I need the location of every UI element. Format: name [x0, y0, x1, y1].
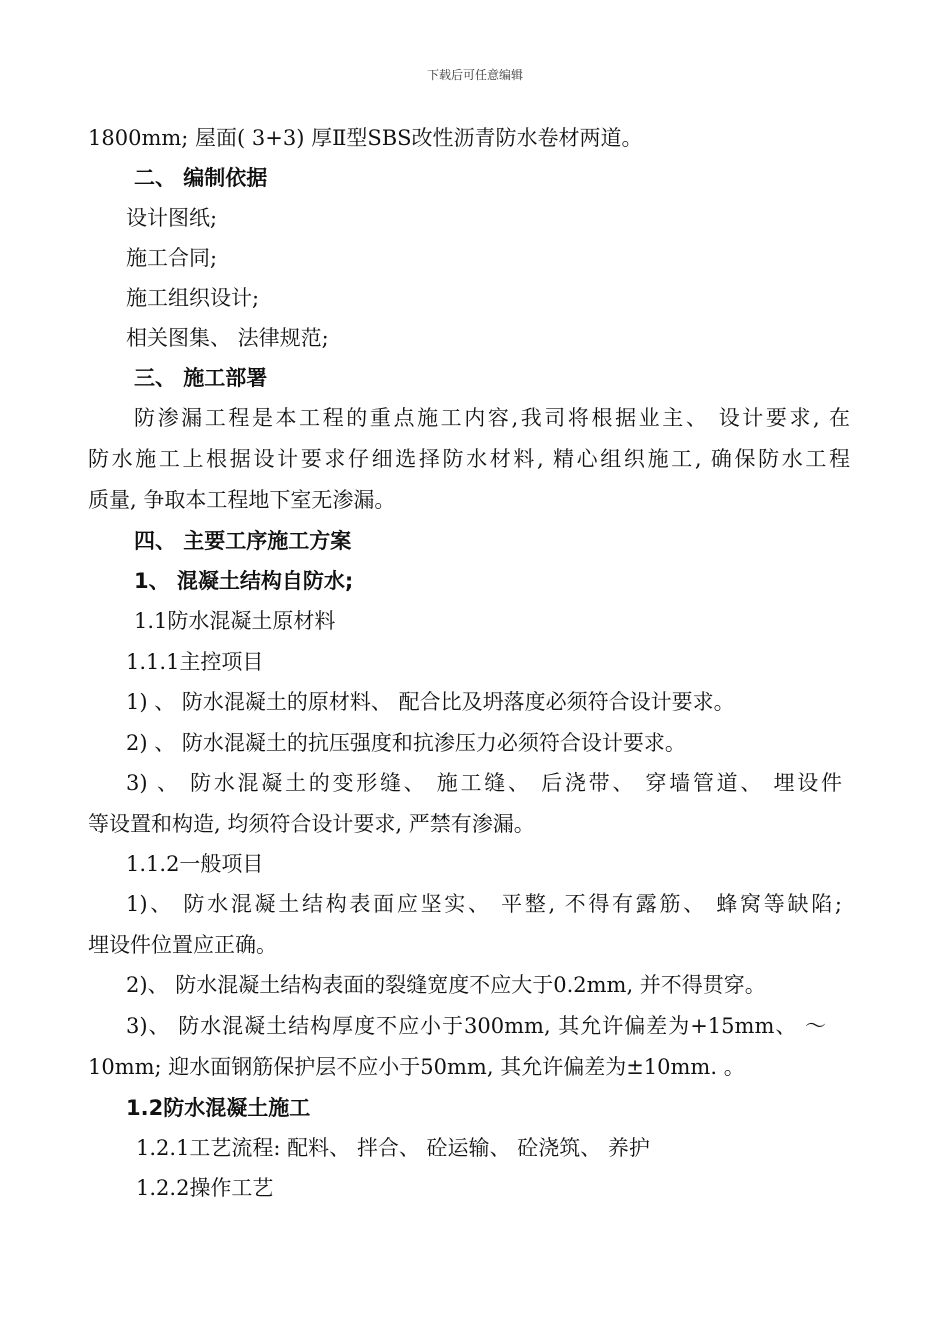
section-heading-plan: 四、 主要工序施工方案	[134, 529, 352, 553]
list-item: 3) 、 防水混凝土的变形缝、 施工缝、 后浇带、 穿墙管道、 埋设件	[126, 771, 842, 795]
paragraph-line: 10mm; 迎水面钢筋保护层不应小于50mm, 其允许偏差为±10mm. 。	[88, 1055, 745, 1079]
paragraph-line: 防水施工上根据设计要求仔细选择防水材料, 精心组织施工, 确保防水工程	[88, 447, 850, 471]
paragraph-line: 埋设件位置应正确。	[88, 933, 277, 957]
subsection-heading: 1.2防水混凝土施工	[126, 1096, 311, 1120]
subsection-heading: 1、 混凝土结构自防水;	[134, 569, 354, 593]
subsection-title: 1.1.2一般项目	[126, 852, 264, 876]
list-item: 施工组织设计;	[126, 286, 260, 310]
page-header: 下载后可任意编辑	[426, 68, 523, 82]
paragraph-line: 质量, 争取本工程地下室无渗漏。	[88, 488, 396, 512]
section-heading-deployment: 三、 施工部署	[134, 366, 268, 390]
list-item: 1) 、 防水混凝土的原材料、 配合比及坍落度必须符合设计要求。	[126, 690, 735, 714]
paragraph-line: 等设置和构造, 均须符合设计要求, 严禁有渗漏。	[88, 812, 535, 836]
list-item: 2) 、 防水混凝土的抗压强度和抗渗压力必须符合设计要求。	[126, 731, 686, 755]
list-item: 2)、 防水混凝土结构表面的裂缝宽度不应大于0.2mm, 并不得贯穿。	[126, 973, 766, 997]
paragraph-line: 1800mm; 屋面( 3+3) 厚Ⅱ型SBS改性沥青防水卷材两道。	[88, 126, 643, 150]
subsection-title: 1.1防水混凝土原材料	[134, 609, 336, 633]
paragraph-line: 防渗漏工程是本工程的重点施工内容,我司将根据业主、 设计要求, 在	[134, 406, 850, 430]
list-item: 设计图纸;	[126, 206, 218, 230]
list-item: 1)、 防水混凝土结构表面应坚实、 平整, 不得有露筋、 蜂窝等缺陷;	[126, 892, 842, 916]
subsection-title: 1.2.1工艺流程: 配料、 拌合、 砼运输、 砼浇筑、 养护	[136, 1136, 650, 1160]
subsection-title: 1.1.1主控项目	[126, 650, 264, 674]
list-item: 相关图集、 法律规范;	[126, 326, 329, 350]
list-item: 施工合同;	[126, 246, 218, 270]
section-heading-basis: 二、 编制依据	[134, 166, 268, 190]
subsection-title: 1.2.2操作工艺	[136, 1176, 274, 1200]
list-item: 3)、 防水混凝土结构厚度不应小于300mm, 其允许偏差为+15mm、 ～	[126, 1014, 826, 1038]
